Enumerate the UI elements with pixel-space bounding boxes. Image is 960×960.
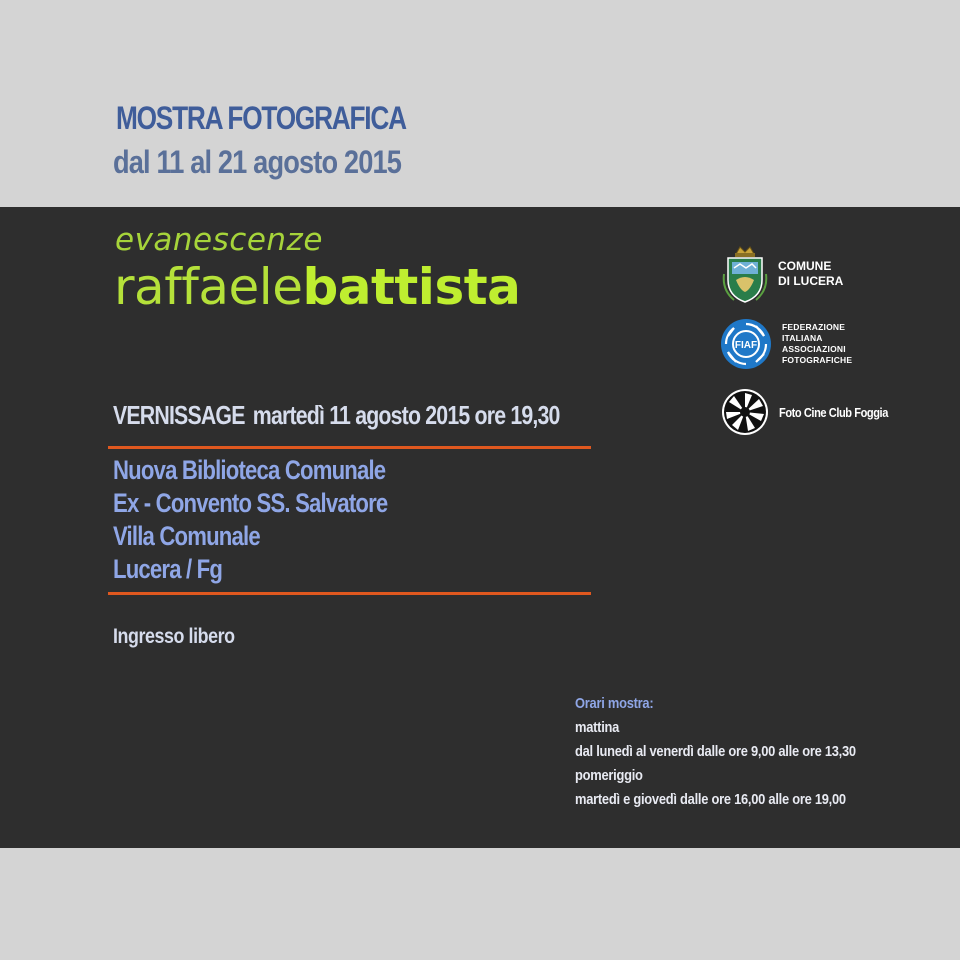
comune-logo — [720, 244, 843, 304]
fiaf-badge-text: FIAF — [734, 340, 758, 351]
fcc-logo — [721, 388, 907, 436]
opening-hours — [575, 692, 856, 812]
hours-afternoon-label: pomeriggio — [575, 767, 643, 784]
fcc-name: Foto Cine Club Foggia — [779, 404, 888, 420]
divider-top — [108, 446, 591, 449]
fiaf-logo — [720, 318, 852, 370]
fiaf-logo-icon — [720, 318, 772, 370]
vernissage-datetime: martedì 11 agosto 2015 ore 19,30 — [252, 400, 560, 430]
venue-line: Villa Comunale — [113, 521, 260, 551]
hours-morning-times: dal lunedì al venerdì dalle ore 9,00 alle ore 13,30 — [575, 743, 856, 760]
exhibition-heading: MOSTRA FOTOGRAFICA — [116, 100, 406, 136]
comune-line: DI LUCERA — [778, 274, 844, 288]
venue-line: Lucera / Fg — [113, 554, 223, 584]
fiaf-line: FEDERAZIONE — [782, 322, 846, 332]
entry-note: Ingresso libero — [113, 625, 235, 648]
exhibition-dates: dal 11 al 21 agosto 2015 — [113, 144, 402, 180]
coat-of-arms-icon — [720, 244, 770, 304]
venue-block — [113, 454, 387, 586]
comune-name — [778, 259, 843, 289]
hours-heading: Orari mostra: — [575, 695, 654, 712]
fiaf-line: ITALIANA — [782, 333, 823, 343]
vernissage-line — [113, 400, 560, 431]
comune-line: COMUNE — [778, 259, 832, 273]
fiaf-name — [782, 322, 852, 366]
exhibition-subtitle: evanescenze — [115, 222, 323, 258]
bottom-band — [0, 848, 960, 960]
vernissage-label: VERNISSAGE — [113, 400, 245, 430]
artist-name — [114, 258, 520, 316]
venue-line: Nuova Biblioteca Comunale — [113, 455, 386, 485]
hours-afternoon-times: martedì e giovedì dalle ore 16,00 alle ore 19,00 — [575, 791, 846, 808]
camera-shutter-icon — [721, 388, 769, 436]
artist-first-name: raffaele — [114, 258, 303, 316]
fiaf-line: FOTOGRAFICHE — [782, 355, 853, 365]
divider-bottom — [108, 592, 591, 595]
artist-last-name: battista — [302, 258, 521, 316]
hours-morning-label: mattina — [575, 719, 620, 736]
fiaf-line: ASSOCIAZIONI — [782, 344, 846, 354]
venue-line: Ex - Convento SS. Salvatore — [113, 488, 388, 518]
